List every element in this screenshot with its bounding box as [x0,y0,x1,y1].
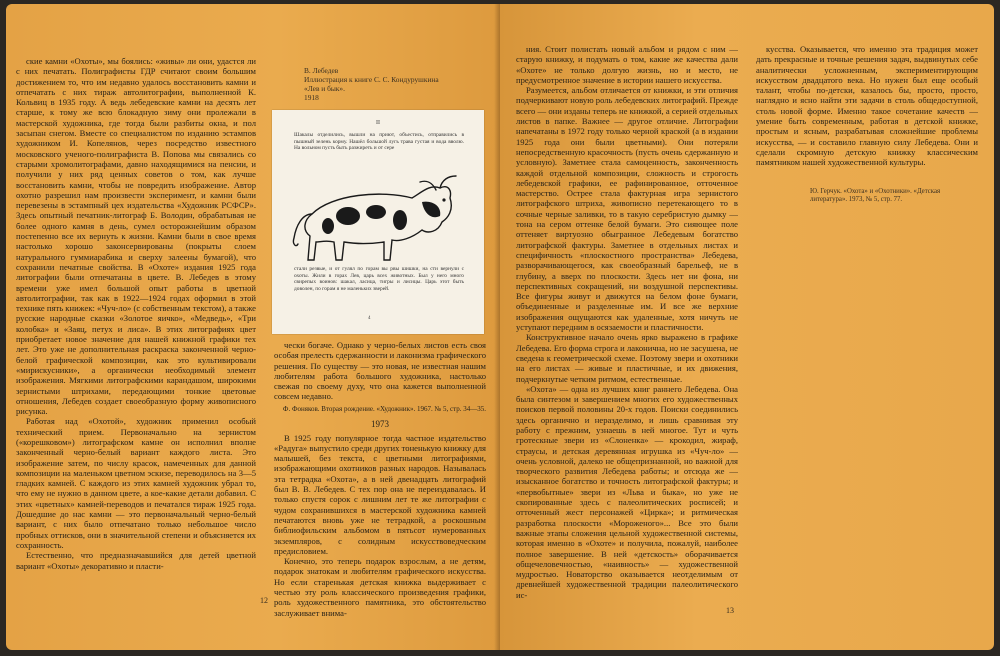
paragraph: ния. Стоит полистать новый альбом и рядом с ним — старую книжку, и подумать о том, какие же качества дали «Охоте» не только долгую жизнь, но и место, не предусмотренное значение в истории нашего искусства. [516,44,738,85]
left-column-1 [16,56,256,628]
paragraph: Конструктивное начало очень ярко выражено в графике Лебедева. Его форма строга и лаконична, но не засушена, не сведена к геометрической схеме. Поэтому звери и охотники на его листах — живые и пластичные, и их движения, подчеркнутые четким ритмом, естественные. [516,332,738,384]
page-number-left: 12 [260,596,268,605]
illustration-page-number: 4 [368,316,371,321]
paragraph: Работая над «Охотой», художник применил особый технический прием. Первоначально на зернистом («корешковом») литографском камне он исполнил вполне законченный черно-белый вариант каждого листа. Это изображение затем, по числу красок, намеченных для данной композиции на маленьком цветном эскизе, переводилось на 3—5 гладких камней. С каждого из этих камней художник убрал то, что ему не нужно в данном цвете, а кое-какие детали добавил. С этих «цветных» камней-переводов и печатался тираж 1925 года. Дошедшие до нас камни — это первоначальный черно-белый вариант, с них было отпечатано только небольшое число пробных оттисков, они в значительной степени и объясняется их сохранность. [16,416,256,550]
paragraph: кусства. Оказывается, что именно эта традиция может дать прекрасные и точные решения задач, выдвинутых себе аналитически усложненным, экспериментирующим искусством двадцатого века. Но нужен был еще особый талант, чтобы по-детски, казалось бы, просто, просто, наглядно и ясно найти эти задачи в столь общедоступной, столь новой форме. Именно такое сочетание качеств — умение быть современным, работая в детской книжке, простым и ясным, разрабатывая сложнейшие проблемы искусства, — и составило главную силу Лебедева. Они и сделали скромную детскую книжку классическим памятником нашей художественной культуры. [756,44,978,168]
page-number-right: 13 [726,606,734,615]
source-citation: Ю. Герчук. «Охота» и «Охотники». «Детская литература». 1973, № 5, стр. 77. [810,188,941,203]
left-page [6,4,500,650]
caption-line: Иллюстрация к книге С. С. Кондурушкина [304,75,439,84]
illustration-text-bottom: стали резвые, и от гулял по горам вы рвы шишки, на сти вернули с охоты. Жили в горах Лев, царь всех животных. Был у него много свирепых воинов: шакал, ласица, тигры и лисицы. Царь этот быть доволен, по горам я не маленьких зверей. [294,266,464,292]
paragraph: ские камни «Охоты», мы боялись: «живы» ли они, удастся ли с них печатать. Полиграфисты ГДР считают своим большим достижением то, что им недавно удалось восстановить камни и отпечатать с них тираж автолитографии, выполненной К. Кольвиц в 1935 году. А ведь лебедевские камни на десять лет старше, к тому же всю блокадную зиму они пролежали в мастерской художника, где тогда были разбиты окна, и пол засыпан снегом. Вместе со специалистом по изданию эстампов художником И. Копелянов, через посредство известного московского ученого-полиграфиста В. Попова мы связались со старыми хромолитографами, давно находящимися на пенсии, и получили у них ряд ценных советов о том, как лучше восстановить камни, чтобы не повредить изображение. Автор охотно разрешил нам произвести эксперимент, и камни были перевезены в эстампный цех издательства «Художник РСФСР». Здесь опытный печатник-литограф Б. Володин, обрабатывая не более одного камня в день, сумел осторожнейшим образом постепенно все их вернуть к жизни. Камни были в свое время настолько хорошо законсервированы (покрыты слоем натурального гуммиарабика и сверху залеены бумагой), что сохранили печатные свойства. В «Охоте» издания 1925 года литографии были отпечатаны в цвете. В. Лебедев в этому времени уже имел большой опыт работы в цветной автолитографии, так как в 1922—1924 годах оформил в этой технике пять книжек: «Чуч-ло» (с собственным текстом), а также русские народные сказки «Золотое яичко», «Медведь», «Три колобка» и «Заяц, петух и лиса». В этих литографиях цвет приобретает новое значение для нашей книжной графики тех лет. Это уже не дополнительная раскраска законченной черно-белой графической композиции, как это культивировали «мирискусники», а органически необходимый элемент изображения. Мягкими литографскими карандашом, широкими зернистыми штрихами, передающими тонкие цветовые отношения, Лебедев создает своеобразную форму живописного рисунка. [16,56,256,417]
illustration-caption [304,66,464,102]
paragraph: чески богаче. Однако у черно-белых листов есть своя особая прелесть сдержанности и лаконизма графического решения. По существу — это новая, не известная нашим любителям работа большого художника, настолько свежая по своему духу, что она кажется выполненной совсем недавно. [274,340,486,402]
left-column-2 [274,340,486,632]
bull-drawing [272,110,484,334]
paragraph: Конечно, это теперь подарок взрослым, а не детям, подарок знатокам и любителям графического искусства. Но если старенькая детская книжка выдерживает с честью эту роль классического произведения графики, роль художественного памятника, это обстоятельство заслуживает внима- [274,556,486,618]
paragraph: Естественно, что предназначавшийся для детей цветной вариант «Охоты» декоративно и пласти- [16,550,256,571]
right-column-1 [516,44,738,626]
footnote: Ф. Фоняков. Вторая рождение. «Художник». 1967. № 5, стр. 34—35. [282,404,486,413]
right-column-2 [756,44,978,186]
paragraph: Разумеется, альбом отличается от книжки, и эти отличия подчеркивают новую роль лебедевских литографий. Прежде всего — они изданы теперь не книжкой, а серией отдельных листов в папке. Важнее — другое отличие. Литографии напечатаны в 1972 году только черной краской (а в издании 1925 года они были цветными). Они потеряли непосредственную красочность (пусть очень сдержанную и условную). Заметнее стала самоценность, законченность каждой отдельной композиции, сложность и строгость лебедевской графики, ее рафинированное, отточенное мастерство. Острее стала фактурная игра зернистого литографского штриха, живописно перетекающего то в сочные черные заливки, то в такую серебристую дымку — тона на сером оттенке белой бумаги. Это сияющее поле оттеняет виртуозно обыгранное Лебедевым богатство литографской фактуры. Заметнее в отдельных листах и специфичность «плоскостного пространства» Лебедева, разворачивающегося, как своеобразный барельеф, не в глубину, а вверх по плоскости. Здесь нет ни фона, ни перспективных сокращений, ни воздушной перспективы. Все фигуры живут и движутся на белом фоне бумаги, объединенные и разделенные им. И все же верхние изображения ощущаются как удаленные, хотя ничуть не уступают передним в осязаемости и пластичности. [516,85,738,333]
bull-illustration [272,110,484,334]
illustration-chapter-number: II [376,120,380,126]
paragraph: В 1925 году популярное тогда частное издательство «Радуга» выпустило среди других тоненькую книжку для малышей, без текста, с цветными литографиями, изображающими охотников разных народов. Называлась эта тетрадка «Охота», а в ней двенадцать литографий был В. В. Лебедев. С тех пор она не переиздавалась. И только спустя сорок с лишним лет те же литографии с чудом сохранившихся в мастерской художника камней печатаются вновь уже не тетрадкой, а роскошным библиофильским альбомом в пятьсот нумерованных экземпляров, с солидным искусствоведческим предисловием. [274,432,486,556]
right-page [500,4,994,650]
paragraph: «Охота» — одна из лучших книг раннего Лебедева. Она была синтезом и завершением многих его художественных поисков первой половины 20-х годов. Поиски соединились здесь органично и неразделимо, и лишь сравнивая эту работу с прежним, узнаешь в ней многое. Тут и чуть гротескные звери из «Слоненка» — крокодил, жираф, страусы, и детская деревянная игрушка из «Чуч-ло» — очень условной, далеко не общепризнанной, но важной для творческого развития Лебедева работы; и отсюда же — изысканное богатство и точность литографской фактуры; и «первобытные» звери из «Льва и быка», но уже не скопированные здесь с палеолитических росписей; и отточенный жест персонажей «Цирка»; и ритмическая разработка плоскости «Мороженого»... Все это были важные этапы сложения цельной художественной системы, которая именно в «Охоте» и получила, пожалуй, наиболее полное завершение. В ней «детскость» оборачивается общечеловечностью, «наивность» — художественной мудростью. Новаторство оказывается неотделимым от древнейшей художественной традиции палеолитического ис- [516,383,738,600]
caption-line: «Лев и бык». [304,84,345,93]
illustration-text-top: Шакалы отделились, вышли на приют, объестись, отправились в пышный зелень корму. Нашёл большой лугь трава густая и вода вволю. На вольном пусть быть разжиреть и от сере [294,132,464,152]
caption-year: 1918 [304,93,319,102]
caption-author: В. Лебедев [304,66,339,75]
section-year-heading: 1973 [371,419,389,430]
